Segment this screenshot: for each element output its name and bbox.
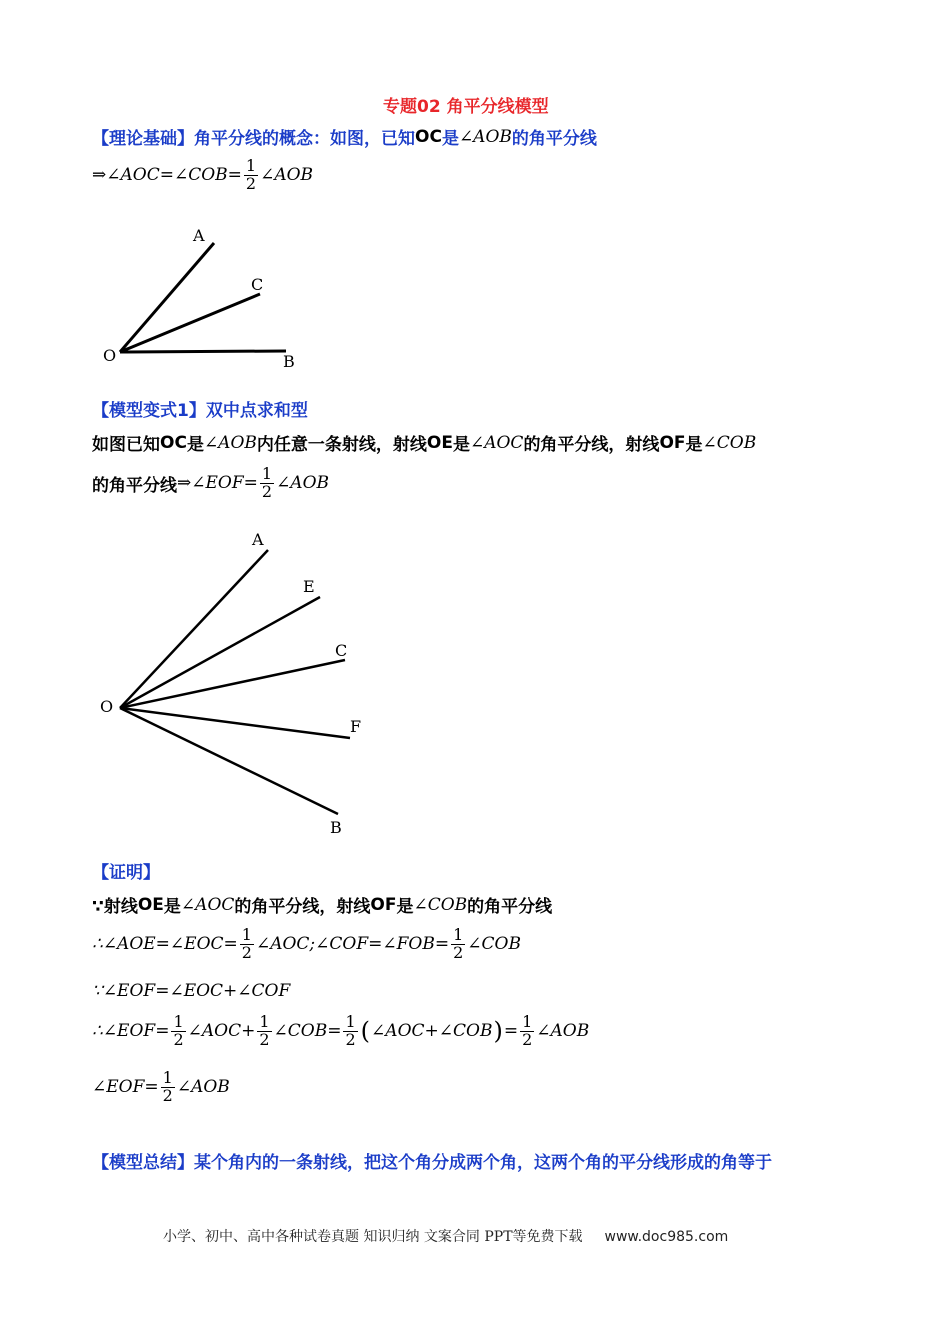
fraction-numerator: 1: [522, 1012, 533, 1031]
fraction-denominator: 2: [173, 1029, 184, 1049]
formula-part: ∠AOB: [260, 165, 314, 186]
fraction-half: [257, 1014, 271, 1049]
fraction-denominator: 2: [245, 173, 257, 193]
formula-part: ∴∠AOE=∠EOC=: [92, 934, 238, 955]
ray-oc-line: [120, 294, 260, 352]
variant-paragraph-line-1: [92, 430, 756, 455]
ray-oc: OC: [160, 432, 187, 453]
formula-part: ∠AOB: [176, 1077, 230, 1098]
label-o: O: [103, 346, 117, 365]
fraction-denominator: 2: [162, 1085, 173, 1105]
text-segment: 的角平分线，射线: [523, 435, 660, 455]
formula-part: ∠AOB: [536, 1021, 590, 1042]
angle-aoc: ∠AOC: [180, 894, 235, 915]
formula-part: ∵∠EOF=∠EOC+∠COF: [92, 981, 291, 1001]
text-segment: 内任意一条射线，射线: [256, 435, 427, 455]
angle-cob: ∠COB: [702, 432, 757, 453]
label-b: B: [330, 818, 342, 837]
label-a: A: [193, 226, 205, 245]
fraction-numerator: 1: [345, 1012, 356, 1031]
fraction-numerator: 1: [261, 464, 273, 483]
ray-oc-line: [120, 660, 345, 708]
proof-line-3: [92, 981, 290, 1001]
proof-line-2: [92, 927, 521, 962]
label-o: O: [100, 697, 114, 716]
fraction-denominator: 2: [259, 1029, 270, 1049]
angle-aob: ∠AOB: [458, 126, 512, 147]
ray-oe: OE: [137, 894, 164, 915]
page-footer: [163, 1226, 728, 1246]
fraction-numerator: 1: [162, 1068, 173, 1087]
fraction-half: [520, 1014, 534, 1049]
ray-of-line: [120, 708, 350, 738]
fraction-denominator: 2: [261, 481, 273, 501]
fraction-denominator: 2: [453, 942, 464, 962]
fraction-half: [240, 927, 254, 962]
formula-part: ∠AOB: [276, 473, 330, 494]
text-segment: 是: [396, 897, 414, 917]
formula-part: ∠COB=: [273, 1021, 342, 1042]
formula-part: ∠AOC+∠COB: [371, 1021, 493, 1042]
theory-heading: 【理论基础】角平分线的概念：如图，已知: [92, 129, 415, 149]
fraction-denominator: 2: [522, 1029, 533, 1049]
proof-line-5: [92, 1070, 230, 1105]
footer-site-link[interactable]: www.doc985.com: [604, 1229, 729, 1245]
ray-of: OF: [370, 894, 397, 915]
label-f: F: [350, 717, 362, 736]
fraction-half: [260, 466, 274, 501]
formula-part: ∴∠EOF=: [92, 1021, 170, 1042]
variant-heading: 【模型变式1】双中点求和型: [92, 401, 308, 421]
formula-part: ∠EOF=: [92, 1077, 159, 1098]
text-segment: 的角平分线，射线: [234, 897, 371, 917]
text-segment: 是: [163, 897, 181, 917]
text-segment: 是: [685, 435, 703, 455]
fraction-numerator: 1: [259, 1012, 270, 1031]
fraction-half: [451, 927, 465, 962]
ray-oa: [120, 243, 214, 352]
ray-of: OF: [659, 432, 686, 453]
text-segment: 是: [452, 435, 470, 455]
ray-oa: [120, 550, 268, 708]
is-text: 是: [441, 129, 459, 149]
text-segment: 如图已知: [92, 435, 160, 455]
ray-oc: OC: [415, 126, 442, 147]
fraction-denominator: 2: [345, 1029, 356, 1049]
fraction-denominator: 2: [241, 942, 252, 962]
text-segment: 的角平分线: [92, 475, 177, 496]
proof-line-4: [92, 1014, 589, 1049]
bisector-text: 的角平分线: [511, 129, 597, 149]
label-b: B: [283, 352, 295, 371]
label-c: C: [335, 641, 348, 660]
fraction-numerator: 1: [241, 925, 252, 944]
formula-part: ∠COB: [467, 934, 521, 955]
page-title: 专题02 角平分线模型: [383, 97, 549, 117]
fraction-half: [171, 1014, 185, 1049]
right-paren: ): [493, 1017, 503, 1046]
formula-part: ∠AOC;∠COF=∠FOB=: [255, 934, 450, 955]
ray-oe-line: [120, 597, 320, 708]
footer-text: 小学、初中、高中各种试卷真题 知识归纳 文案合同 PPT等免费下载: [163, 1229, 583, 1245]
text-segment: 是: [186, 435, 204, 455]
ray-oe: OE: [426, 432, 453, 453]
ray-ob: [120, 351, 286, 352]
proof-line-1: [92, 892, 552, 917]
proof-heading: 【证明】: [92, 863, 160, 883]
figure-1-angle-bisector: [0, 0, 950, 400]
formula-part: =: [503, 1021, 519, 1042]
formula-part: ⇒∠EOF=: [177, 473, 258, 494]
fraction-numerator: 1: [245, 156, 257, 175]
angle-aoc: ∠AOC: [469, 432, 524, 453]
formula-part: ⇒∠AOC=∠COB=: [92, 165, 242, 186]
fraction-numerator: 1: [173, 1012, 184, 1031]
formula-part: ∠AOC+: [187, 1021, 256, 1042]
label-e: E: [303, 577, 315, 596]
fraction-numerator: 1: [453, 925, 464, 944]
angle-aob: ∠AOB: [203, 432, 257, 453]
fraction-half: [161, 1070, 175, 1105]
figure-2-double-bisector: [0, 500, 950, 845]
label-a: A: [252, 530, 264, 549]
text-segment: 的角平分线: [467, 897, 553, 917]
fraction-half: [343, 1014, 357, 1049]
angle-cob: ∠COB: [413, 894, 468, 915]
ray-ob: [120, 708, 338, 814]
model-summary: 【模型总结】某个角内的一条射线，把这个角分成两个角，这两个角的平分线形成的角等于: [92, 1153, 772, 1173]
variant-paragraph-line-2: [92, 466, 329, 501]
left-paren: (: [360, 1017, 371, 1046]
text-segment: ∵射线: [92, 897, 138, 917]
label-c: C: [251, 275, 264, 294]
